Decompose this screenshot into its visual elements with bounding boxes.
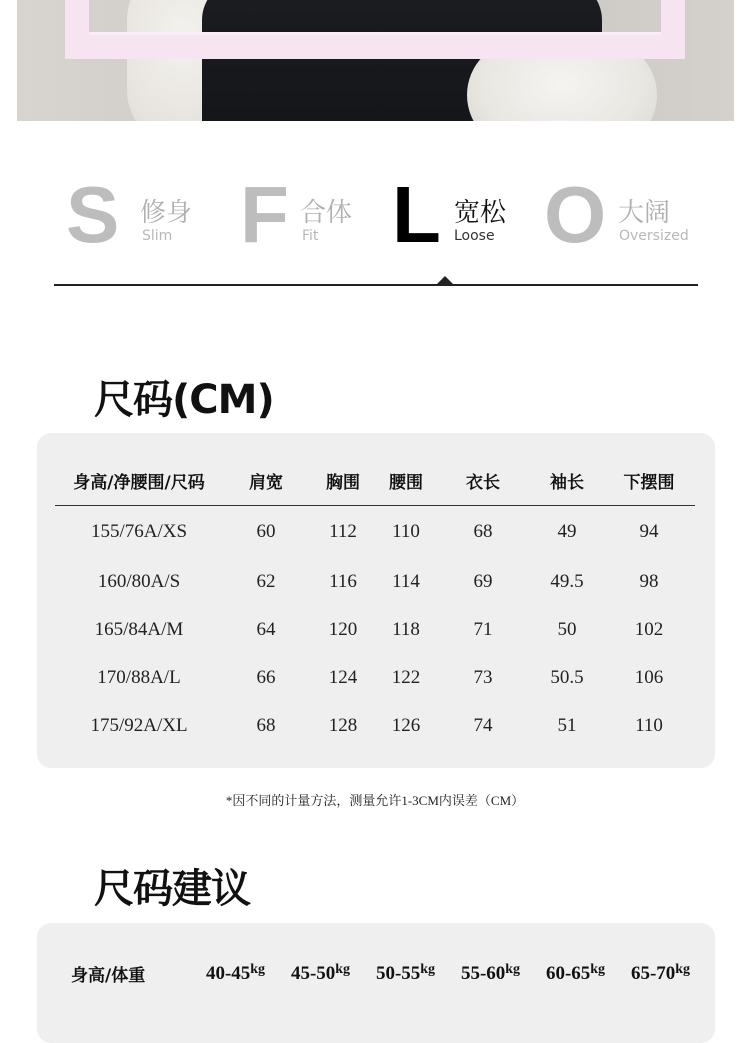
weight-range: 40-45 <box>205 962 251 984</box>
weight-unit: kg <box>250 961 266 977</box>
weight-unit: kg <box>505 961 521 977</box>
table-cell: 49.5 <box>550 571 584 592</box>
table-cell: 118 <box>392 619 420 640</box>
weight-range: 65-70 <box>630 962 676 984</box>
fit-label-en: Fit <box>302 228 319 244</box>
column-header: 身高/净腰围/尺码 <box>73 472 205 493</box>
table-cell: 50 <box>557 619 577 640</box>
fit-label-cn: 宽松 <box>454 198 507 228</box>
table-cell: 51 <box>557 715 577 736</box>
table-row <box>55 654 695 702</box>
column-header: 胸围 <box>326 472 360 493</box>
weight-range: 55-60 <box>460 962 506 984</box>
table-row <box>55 506 695 559</box>
weight-unit: kg <box>335 961 351 977</box>
size-recommendation-card <box>37 923 715 1043</box>
size-chart-table <box>55 455 695 750</box>
table-cell: 73 <box>473 667 493 688</box>
fit-label-en: Loose <box>454 228 495 244</box>
table-cell: 69 <box>473 571 493 592</box>
weight-header <box>533 949 618 997</box>
table-cell: 122 <box>391 667 421 688</box>
column-header: 腰围 <box>389 472 423 493</box>
weight-header <box>193 949 278 997</box>
fit-letter: L <box>392 170 441 259</box>
weight-header <box>618 949 703 997</box>
table-cell: 60 <box>256 521 276 542</box>
table-cell: 74 <box>473 715 493 736</box>
table-cell: 49 <box>557 521 577 542</box>
table-cell: 114 <box>392 571 420 592</box>
table-cell: 110 <box>635 715 663 736</box>
fit-letter: F <box>240 170 289 259</box>
table-cell: 124 <box>328 667 358 688</box>
fit-divider <box>54 284 698 286</box>
table-cell: 98 <box>639 571 659 592</box>
table-row <box>55 558 695 606</box>
table-cell: 68 <box>473 521 493 542</box>
table-cell: 128 <box>328 715 358 736</box>
fit-label-cn: 修身 <box>140 198 193 228</box>
fit-label-en: Oversized <box>619 228 689 244</box>
table-row <box>55 702 695 750</box>
table-cell: 126 <box>391 715 421 736</box>
table-cell: 175/92A/XL <box>90 715 188 736</box>
size-recommendation-table <box>63 949 703 997</box>
table-cell: 116 <box>329 571 357 592</box>
table-cell: 102 <box>634 619 664 640</box>
fit-active-marker <box>436 276 454 285</box>
table-header-row <box>63 949 703 997</box>
size-chart-title: 尺码(CM) <box>94 377 274 423</box>
table-cell: 110 <box>392 521 420 542</box>
table-cell: 66 <box>256 667 276 688</box>
table-cell: 106 <box>634 667 664 688</box>
column-header: 衣长 <box>466 472 500 493</box>
column-header: 袖长 <box>550 472 584 493</box>
weight-header <box>363 949 448 997</box>
weight-header <box>278 949 363 997</box>
weight-range: 50-55 <box>375 962 421 984</box>
table-cell: 62 <box>256 571 276 592</box>
table-cell: 112 <box>329 521 357 542</box>
measurement-note: *因不同的计量方法，测量允许1-3CM内误差（CM） <box>225 793 525 808</box>
column-header: 下摆围 <box>623 472 675 493</box>
table-cell: 160/80A/S <box>97 571 181 592</box>
table-cell: 64 <box>256 619 276 640</box>
table-header-row <box>55 455 695 506</box>
weight-unit: kg <box>420 961 436 977</box>
weight-header <box>448 949 533 997</box>
table-cell: 165/84A/M <box>94 619 184 640</box>
table-cell: 68 <box>256 715 276 736</box>
fit-selector <box>54 170 698 260</box>
size-chart-card <box>37 433 715 768</box>
photo-pink-frame <box>65 0 685 59</box>
fit-letter: S <box>66 170 120 259</box>
fit-label-cn: 大阔 <box>618 198 671 228</box>
product-photo <box>17 0 734 121</box>
weight-range: 45-50 <box>290 962 336 984</box>
fit-letter: O <box>544 170 607 259</box>
table-cell: 155/76A/XS <box>90 521 188 542</box>
table-cell: 170/88A/L <box>97 667 181 688</box>
table-cell: 71 <box>473 619 493 640</box>
column-header: 身高/体重 <box>71 965 146 986</box>
table-row <box>55 606 695 654</box>
weight-range: 60-65 <box>545 962 591 984</box>
size-recommendation-title: 尺码建议 <box>94 866 250 912</box>
weight-unit: kg <box>675 961 691 977</box>
fit-label-cn: 合体 <box>300 198 353 228</box>
fit-label-en: Slim <box>142 228 173 244</box>
column-header: 肩宽 <box>249 472 283 493</box>
weight-unit: kg <box>590 961 606 977</box>
table-cell: 120 <box>328 619 358 640</box>
table-cell: 50.5 <box>550 667 584 688</box>
table-cell: 94 <box>639 521 659 542</box>
